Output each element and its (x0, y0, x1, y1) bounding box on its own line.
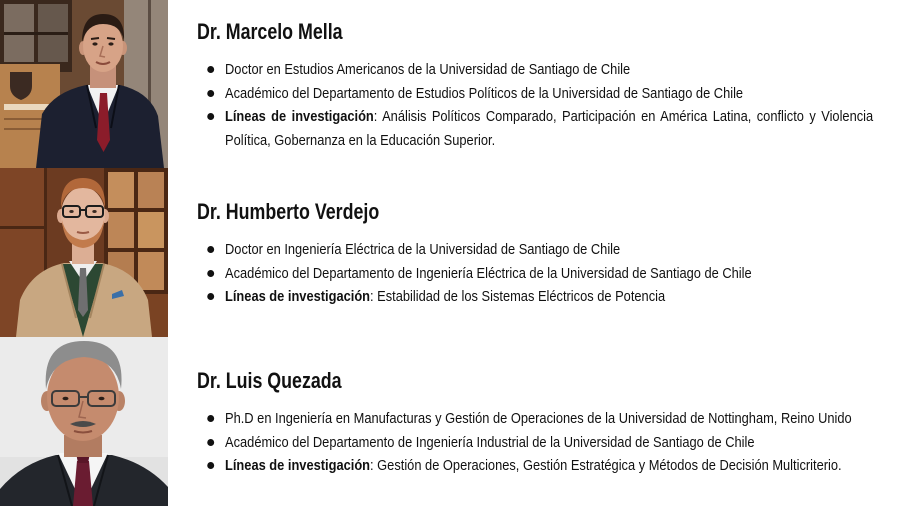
person-name (197, 19, 377, 45)
person-facts-list (197, 58, 873, 152)
person-name-text: Dr. Luis Quezada (197, 368, 342, 393)
position-text: Académico del Departamento de Ingeniería Industrial de la Universidad de Santiago de Chile (225, 433, 755, 451)
research-item (197, 285, 873, 309)
research-text: : Estabilidad de los Sistemas Eléctricos de Potencia (370, 288, 666, 305)
person-name-text: Dr. Marcelo Mella (197, 19, 343, 44)
position-item (197, 431, 873, 455)
research-item (197, 454, 873, 478)
research-text: : Análisis Políticos Comparado, Participación en América Latina, conflicto y Violencia Política, Gobernanza en la Educación Superior. (225, 108, 874, 149)
degree-item (197, 58, 873, 82)
position-item (197, 82, 873, 106)
portrait-luis-quezada-photo (0, 337, 168, 506)
portrait-humberto-verdejo-photo (0, 168, 168, 337)
research-item (197, 105, 873, 152)
research-label: Líneas de investigación (225, 108, 374, 125)
person-facts-list (197, 238, 873, 309)
position-item (197, 262, 873, 286)
person-name (197, 368, 376, 394)
degree-item (197, 407, 873, 431)
position-text: Académico del Departamento de Estudios Políticos de la Universidad de Santiago de Chile (225, 84, 744, 102)
research-label: Líneas de investigación (225, 288, 371, 305)
person-name (197, 199, 422, 225)
position-text: Académico del Departamento de Ingeniería Eléctrica de la Universidad de Santiago de Chile (225, 264, 752, 282)
research-text: : Gestión de Operaciones, Gestión Estratégica y Métodos de Decisión Multicriterio. (370, 457, 842, 474)
degree-item (197, 238, 873, 262)
degree-text: Ph.D en Ingeniería en Manufacturas y Gestión de Operaciones de la Universidad de Nottingham, Reino Unido (225, 410, 852, 427)
portrait-marcelo-mella-photo (0, 0, 168, 168)
degree-text: Doctor en Estudios Americanos de la Universidad de Santiago de Chile (225, 61, 631, 78)
research-label: Líneas de investigación (225, 457, 371, 474)
person-facts-list (197, 407, 873, 478)
person-name-text: Dr. Humberto Verdejo (197, 199, 380, 224)
degree-text: Doctor en Ingeniería Eléctrica de la Universidad de Santiago de Chile (225, 241, 621, 258)
